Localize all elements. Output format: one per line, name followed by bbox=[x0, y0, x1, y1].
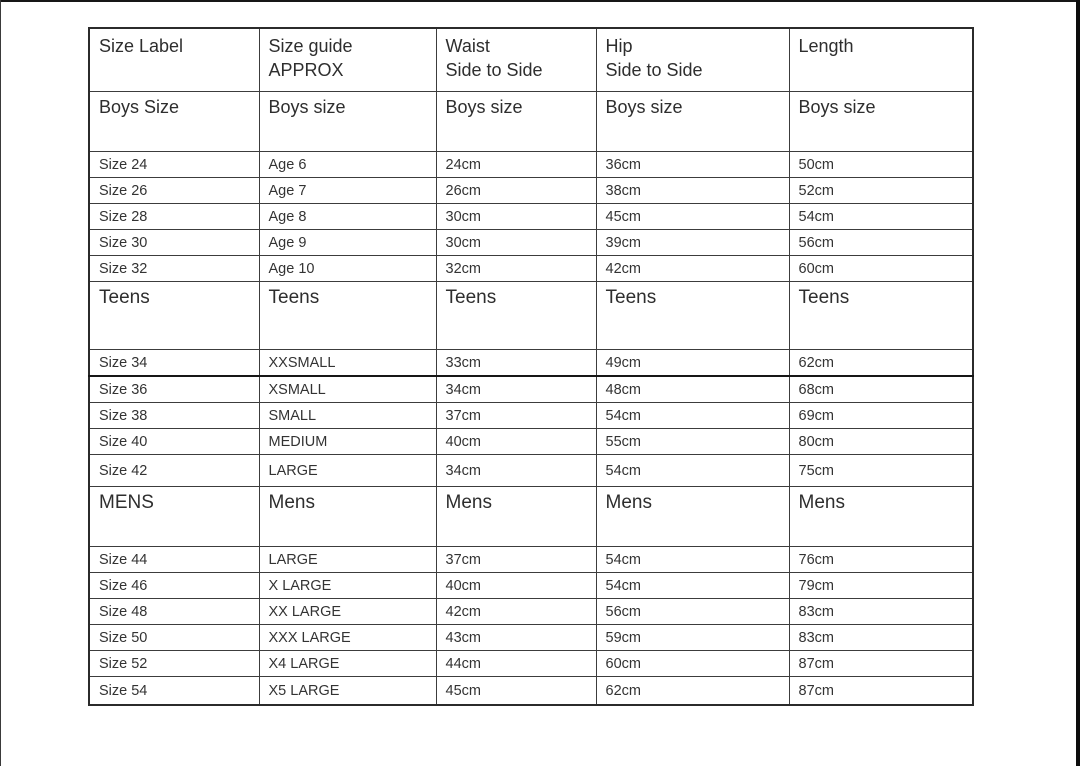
table-row bbox=[89, 152, 973, 178]
section-cell: Mens bbox=[789, 487, 973, 547]
hip-cell: 55cm bbox=[596, 429, 789, 455]
length-cell: 79cm bbox=[789, 573, 973, 599]
table-row bbox=[89, 573, 973, 599]
waist-cell: 40cm bbox=[436, 429, 596, 455]
section-cell: Boys size bbox=[436, 92, 596, 152]
section-cell: Teens bbox=[259, 282, 436, 350]
waist-cell: 43cm bbox=[436, 625, 596, 651]
waist-cell: 45cm bbox=[436, 677, 596, 706]
size-guide-cell: XX LARGE bbox=[259, 599, 436, 625]
section-cell: Mens bbox=[436, 487, 596, 547]
waist-cell: 32cm bbox=[436, 256, 596, 282]
table-row bbox=[89, 376, 973, 403]
size-guide-cell: LARGE bbox=[259, 455, 436, 487]
header-cell-waist bbox=[436, 28, 596, 92]
header-cell-size-label bbox=[89, 28, 259, 92]
table-row bbox=[89, 256, 973, 282]
table-row bbox=[89, 547, 973, 573]
header-text: Size guide bbox=[268, 36, 353, 56]
waist-cell: 34cm bbox=[436, 455, 596, 487]
length-cell: 62cm bbox=[789, 350, 973, 377]
scan-edge-left bbox=[0, 0, 1, 766]
header-text: Size Label bbox=[99, 36, 184, 56]
length-cell: 60cm bbox=[789, 256, 973, 282]
hip-cell: 60cm bbox=[596, 651, 789, 677]
hip-cell: 54cm bbox=[596, 573, 789, 599]
length-cell: 75cm bbox=[789, 455, 973, 487]
size-guide-cell: X4 LARGE bbox=[259, 651, 436, 677]
length-cell: 87cm bbox=[789, 651, 973, 677]
size-guide-cell: X LARGE bbox=[259, 573, 436, 599]
header-text: Side to Side bbox=[445, 60, 543, 81]
hip-cell: 59cm bbox=[596, 625, 789, 651]
hip-cell: 36cm bbox=[596, 152, 789, 178]
table-row bbox=[89, 204, 973, 230]
size-chart-table bbox=[88, 27, 974, 706]
size-guide-cell: Age 9 bbox=[259, 230, 436, 256]
section-cell: Teens bbox=[436, 282, 596, 350]
table-header-row bbox=[89, 28, 973, 92]
waist-cell: 40cm bbox=[436, 573, 596, 599]
table-row bbox=[89, 625, 973, 651]
header-text: Side to Side bbox=[605, 60, 703, 81]
section-cell: MENS bbox=[89, 487, 259, 547]
section-cell: Mens bbox=[259, 487, 436, 547]
header-text: Waist bbox=[445, 36, 490, 56]
table-row bbox=[89, 651, 973, 677]
header-text: APPROX bbox=[268, 60, 344, 81]
size-label-cell: Size 38 bbox=[89, 403, 259, 429]
size-label-cell: Size 32 bbox=[89, 256, 259, 282]
table-row bbox=[89, 599, 973, 625]
table-row bbox=[89, 429, 973, 455]
waist-cell: 37cm bbox=[436, 547, 596, 573]
section-row-mens bbox=[89, 487, 973, 547]
hip-cell: 49cm bbox=[596, 350, 789, 377]
table-row bbox=[89, 677, 973, 706]
section-cell: Boys size bbox=[596, 92, 789, 152]
size-label-cell: Size 50 bbox=[89, 625, 259, 651]
length-cell: 80cm bbox=[789, 429, 973, 455]
size-label-cell: Size 34 bbox=[89, 350, 259, 377]
hip-cell: 42cm bbox=[596, 256, 789, 282]
size-label-cell: Size 44 bbox=[89, 547, 259, 573]
section-cell: Mens bbox=[596, 487, 789, 547]
size-guide-cell: Age 7 bbox=[259, 178, 436, 204]
hip-cell: 39cm bbox=[596, 230, 789, 256]
size-guide-cell: Age 6 bbox=[259, 152, 436, 178]
size-label-cell: Size 28 bbox=[89, 204, 259, 230]
header-cell-length bbox=[789, 28, 973, 92]
waist-cell: 37cm bbox=[436, 403, 596, 429]
section-cell: Boys Size bbox=[89, 92, 259, 152]
size-label-cell: Size 40 bbox=[89, 429, 259, 455]
waist-cell: 33cm bbox=[436, 350, 596, 377]
table-row bbox=[89, 350, 973, 377]
section-row-boys bbox=[89, 92, 973, 152]
waist-cell: 24cm bbox=[436, 152, 596, 178]
waist-cell: 30cm bbox=[436, 230, 596, 256]
section-row-teens bbox=[89, 282, 973, 350]
size-label-cell: Size 48 bbox=[89, 599, 259, 625]
length-cell: 69cm bbox=[789, 403, 973, 429]
size-label-cell: Size 30 bbox=[89, 230, 259, 256]
hip-cell: 54cm bbox=[596, 403, 789, 429]
size-label-cell: Size 24 bbox=[89, 152, 259, 178]
section-cell: Boys size bbox=[789, 92, 973, 152]
size-label-cell: Size 52 bbox=[89, 651, 259, 677]
hip-cell: 54cm bbox=[596, 547, 789, 573]
size-guide-cell: XXX LARGE bbox=[259, 625, 436, 651]
hip-cell: 45cm bbox=[596, 204, 789, 230]
size-guide-cell: XSMALL bbox=[259, 376, 436, 403]
size-label-cell: Size 36 bbox=[89, 376, 259, 403]
section-cell: Teens bbox=[789, 282, 973, 350]
size-label-cell: Size 42 bbox=[89, 455, 259, 487]
length-cell: 52cm bbox=[789, 178, 973, 204]
waist-cell: 34cm bbox=[436, 376, 596, 403]
size-guide-cell: SMALL bbox=[259, 403, 436, 429]
size-guide-cell: XXSMALL bbox=[259, 350, 436, 377]
length-cell: 54cm bbox=[789, 204, 973, 230]
size-guide-cell: LARGE bbox=[259, 547, 436, 573]
length-cell: 56cm bbox=[789, 230, 973, 256]
hip-cell: 54cm bbox=[596, 455, 789, 487]
size-label-cell: Size 54 bbox=[89, 677, 259, 706]
length-cell: 68cm bbox=[789, 376, 973, 403]
header-text: Hip bbox=[605, 36, 633, 56]
size-guide-cell: Age 8 bbox=[259, 204, 436, 230]
table-row bbox=[89, 455, 973, 487]
section-cell: Teens bbox=[89, 282, 259, 350]
hip-cell: 38cm bbox=[596, 178, 789, 204]
table-row bbox=[89, 178, 973, 204]
section-cell: Teens bbox=[596, 282, 789, 350]
table-row bbox=[89, 230, 973, 256]
size-label-cell: Size 26 bbox=[89, 178, 259, 204]
hip-cell: 48cm bbox=[596, 376, 789, 403]
hip-cell: 56cm bbox=[596, 599, 789, 625]
header-cell-size-guide bbox=[259, 28, 436, 92]
size-guide-cell: X5 LARGE bbox=[259, 677, 436, 706]
size-guide-cell: MEDIUM bbox=[259, 429, 436, 455]
waist-cell: 44cm bbox=[436, 651, 596, 677]
length-cell: 76cm bbox=[789, 547, 973, 573]
hip-cell: 62cm bbox=[596, 677, 789, 706]
header-text: Length bbox=[798, 36, 854, 56]
length-cell: 83cm bbox=[789, 599, 973, 625]
scan-edge-top bbox=[0, 0, 1080, 2]
scan-edge-right bbox=[1076, 0, 1080, 766]
length-cell: 83cm bbox=[789, 625, 973, 651]
length-cell: 50cm bbox=[789, 152, 973, 178]
waist-cell: 30cm bbox=[436, 204, 596, 230]
header-cell-hip bbox=[596, 28, 789, 92]
size-label-cell: Size 46 bbox=[89, 573, 259, 599]
waist-cell: 42cm bbox=[436, 599, 596, 625]
table-row bbox=[89, 403, 973, 429]
size-guide-cell: Age 10 bbox=[259, 256, 436, 282]
section-cell: Boys size bbox=[259, 92, 436, 152]
waist-cell: 26cm bbox=[436, 178, 596, 204]
length-cell: 87cm bbox=[789, 677, 973, 706]
